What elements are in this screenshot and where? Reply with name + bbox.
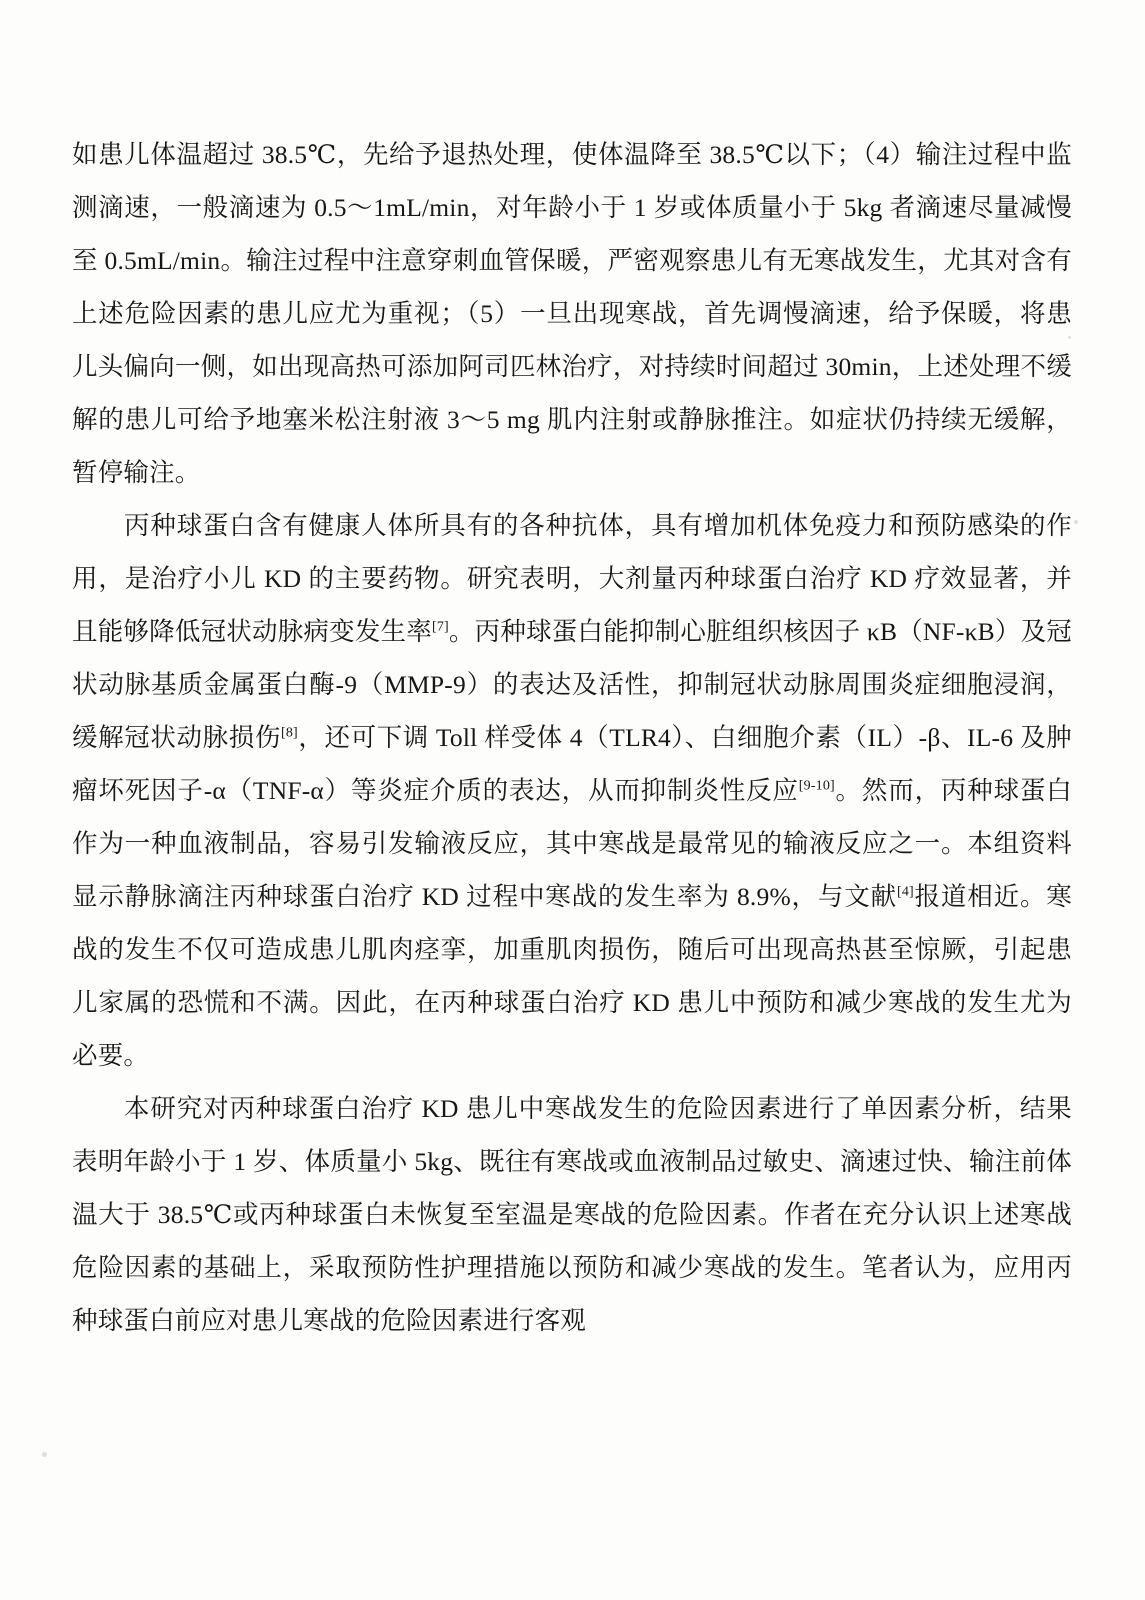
reference-marker-9-10: [9-10] [798,778,835,794]
paragraph-text-segment: ，还可下调 Toll 样受体 4（TLR4）、白细胞介素（IL）-β、IL-6 及肿瘤坏死因子-α（TNF-α）等炎症介质的表达，从而抑制炎性反应 [72,723,1072,805]
reference-marker-4: [4] [896,884,914,900]
paragraph-infusion-protocol: 如患儿体温超过 38.5℃，先给予退热处理，使体温降至 38.5℃以下；（4）输注过程中监测滴速，一般滴速为 0.5～1mL/min，对年龄小于 1 岁或体质量小于 5kg 者滴速尽量减慢至 0.5mL/min。输注过程中注意穿刺血管保暖，严密观察患儿有无寒战发生，尤其对含有上述危险因素的患儿应尤为重视；（5）一旦出现寒战，首先调慢滴速，给予保暖，将患儿头偏向一侧，如出现高热可添加阿司匹林治疗，对持续时间超过 30min，上述处理不缓解的患儿可给予地塞米松注射液 3～5 mg 肌内注射或静脉推注。如症状仍持续无缓解，暂停输注。 [72,140,1072,487]
paragraph-risk-factor-analysis: 本研究对丙种球蛋白治疗 KD 患儿中寒战发生的危险因素进行了单因素分析，结果表明年龄小于 1 岁、体质量小 5kg、既往有寒战或血液制品过敏史、滴速过快、输注前体温大于 38.5℃或丙种球蛋白未恢复至室温是寒战的危险因素。作者在充分认识上述寒战危险因素的基础上，采取预防性护理措施以预防和减少寒战的发生。笔者认为，应用丙种球蛋白前应对患儿寒战的危险因素进行客观 [72,1094,1072,1335]
paragraph-text-segment: 丙种球蛋白含有健康人体所具有的各种抗体，具有增加机体免疫力和预防感染的作用，是治疗小儿 KD 的主要药物。研究表明，大剂量丙种球蛋白治疗 KD 疗效显著，并且能够降低冠状动脉病变发生率 [72,511,1072,646]
scan-speck [42,1452,47,1457]
reference-marker-7: [7] [431,619,449,635]
paragraph-text-segment: 。然而，丙种球蛋白作为一种血液制品，容易引发输液反应，其中寒战是最常见的输液反应之一。本组资料显示静脉滴注丙种球蛋白治疗 KD 过程中寒战的发生率为 8.9%，与文献 [72,776,1072,911]
reference-marker-8: [8] [280,725,298,741]
paragraph-text-segment: 。丙种球蛋白能抑制心脏组织核因子 κB（NF-κB）及冠状动脉基质金属蛋白酶-9（MMP-9）的表达及活性，抑制冠状动脉周围炎症细胞浸润，缓解冠状动脉损伤 [72,617,1072,752]
page-body [72,128,1072,1347]
paragraph-text-segment: 报道相近。寒战的发生不仅可造成患儿肌肉痉挛，加重肌肉损伤，随后可出现高热甚至惊厥，引起患儿家属的恐慌和不满。因此，在丙种球蛋白治疗 KD 患儿中预防和减少寒战的发生尤为必要。 [72,882,1072,1070]
scan-speck [1074,520,1078,524]
paragraph-gammaglobulin-mechanism [72,499,1072,1082]
